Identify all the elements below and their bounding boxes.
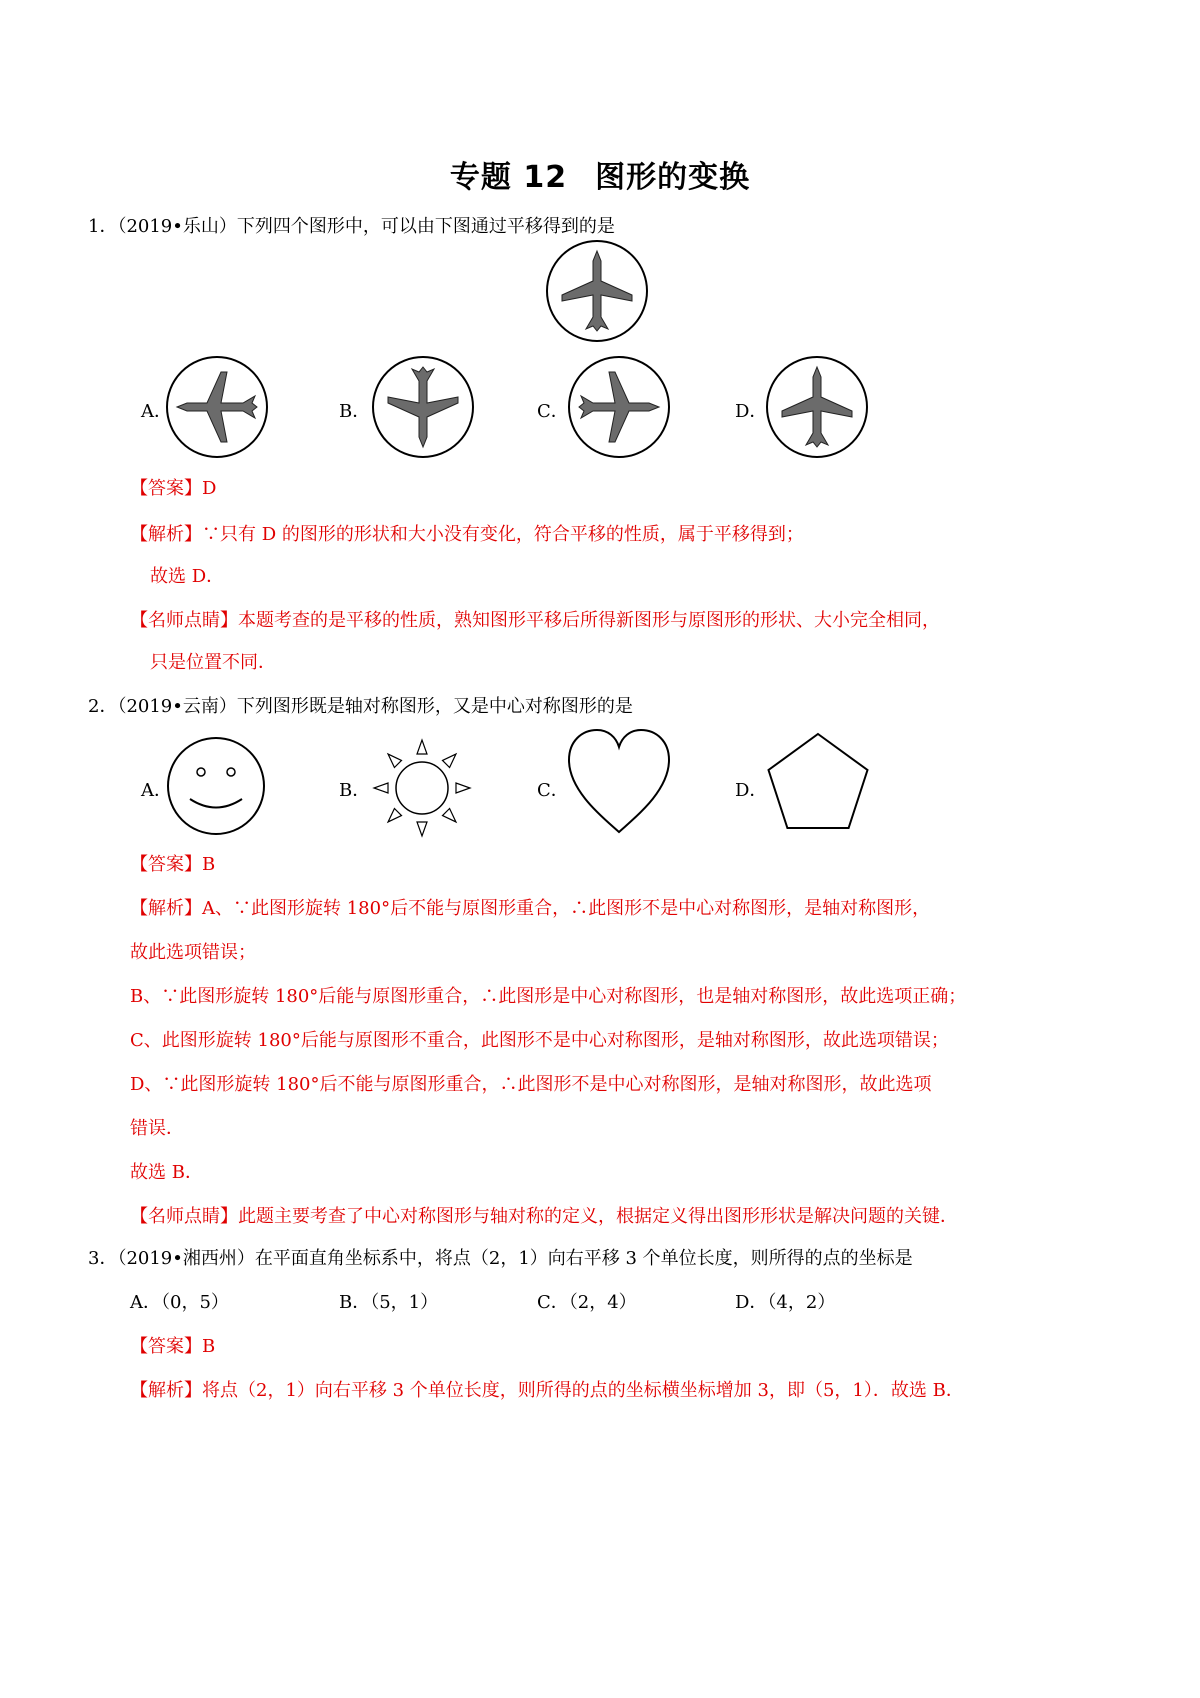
q1-option-b-label: B．: [339, 401, 371, 422]
q1-reference-figure: [544, 238, 650, 344]
q3-option-c: C．（2，4）: [537, 1292, 637, 1313]
q1-analysis: 【解析】∵只有 D 的图形的形状和大小没有变化，符合平移的性质，属于平移得到；: [130, 524, 804, 545]
q1-comment-line1: 【名师点睛】本题考查的是平移的性质，熟知图形平移后所得新图形与原图形的形状、大小完全相同，: [130, 610, 940, 631]
q2-analysis-line4: C、此图形旋转 180°后能与原图形不重合，此图形不是中心对称图形，是轴对称图形，故此选项错误；: [130, 1030, 949, 1051]
q1-option-c-figure: [566, 354, 672, 460]
q1-option-b-figure: [370, 354, 476, 460]
q2-option-a-label: A．: [141, 780, 172, 801]
q1-option-d-figure: [764, 354, 870, 460]
airplane-icon: [782, 367, 852, 447]
q1-option-c-label: C．: [537, 401, 569, 422]
q2-analysis-line1: 【解析】A、∵此图形旋转 180°后不能与原图形重合，∴此图形不是中心对称图形，是轴对称图形，: [130, 898, 931, 919]
q2-option-b-figure: [367, 733, 477, 843]
q3-option-b: B．（5，1）: [339, 1292, 439, 1313]
q1-stem: [88, 214, 615, 240]
q2-conclusion: 故选 B．: [130, 1162, 203, 1183]
airplane-icon: [177, 372, 257, 442]
q2-comment: 【名师点睛】此题主要考查了中心对称图形与轴对称的定义，根据定义得出图形形状是解决问题的关键．: [130, 1206, 958, 1227]
q3-answer: 【答案】B: [130, 1336, 216, 1357]
airplane-icon: [579, 372, 659, 442]
q2-option-d-figure: [764, 732, 872, 836]
q2-option-b-label: B．: [339, 780, 371, 801]
q2-analysis-line6: 错误．: [130, 1118, 184, 1139]
title-prefix: 专题 12: [449, 160, 568, 195]
q2-option-d-label: D．: [735, 780, 768, 801]
q2-stem-text: （2019•云南）下列图形既是轴对称图形，又是中心对称图形的是: [117, 696, 633, 717]
q1-option-a-figure: [164, 354, 270, 460]
airplane-icon: [562, 251, 632, 331]
q3-number: 3．: [88, 1248, 118, 1269]
page-title: [0, 152, 1200, 196]
q1-option-d-label: D．: [735, 401, 768, 422]
q2-option-c-label: C．: [537, 780, 569, 801]
q2-number: 2．: [88, 696, 118, 717]
smiley-face-icon: [168, 738, 264, 834]
q2-option-a-figure: [164, 734, 268, 838]
q1-conclusion: 故选 D．: [150, 566, 225, 587]
q2-analysis-line5: D、∵此图形旋转 180°后不能与原图形重合，∴此图形不是中心对称图形，是轴对称图形，故此选项: [130, 1074, 932, 1095]
q1-stem-text: （2019•乐山）下列四个图形中，可以由下图通过平移得到的是: [117, 216, 615, 237]
q1-comment-line2: 只是位置不同．: [150, 652, 276, 673]
airplane-icon: [388, 367, 458, 447]
q3-analysis: 【解析】将点（2，1）向右平移 3 个单位长度，则所得的点的坐标横坐标增加 3，即（5，1）．故选 B．: [130, 1380, 964, 1401]
q3-option-d: D．（4，2）: [735, 1292, 836, 1313]
q2-answer: 【答案】B: [130, 854, 216, 875]
q2-option-c-figure: [566, 728, 672, 834]
q3-option-a: A．（0，5）: [130, 1292, 229, 1313]
q1-answer: 【答案】D: [130, 478, 217, 499]
q1-option-a-label: A．: [141, 401, 172, 422]
heart-icon: [569, 730, 669, 832]
title-name: 图形的变换: [595, 160, 751, 195]
sun-icon: [374, 740, 470, 836]
q2-analysis-line3: B、∵此图形旋转 180°后能与原图形重合，∴此图形是中心对称图形，也是轴对称图形，故此选项正确；: [130, 986, 967, 1007]
q2-stem: [88, 694, 633, 720]
q3-stem-text: （2019•湘西州）在平面直角坐标系中，将点（2，1）向右平移 3 个单位长度，则所得的点的坐标是: [117, 1248, 913, 1269]
q2-analysis-line2: 故此选项错误；: [130, 942, 256, 963]
q1-number: 1．: [88, 216, 118, 237]
pentagon-icon: [769, 734, 868, 828]
q3-stem: [88, 1246, 913, 1272]
